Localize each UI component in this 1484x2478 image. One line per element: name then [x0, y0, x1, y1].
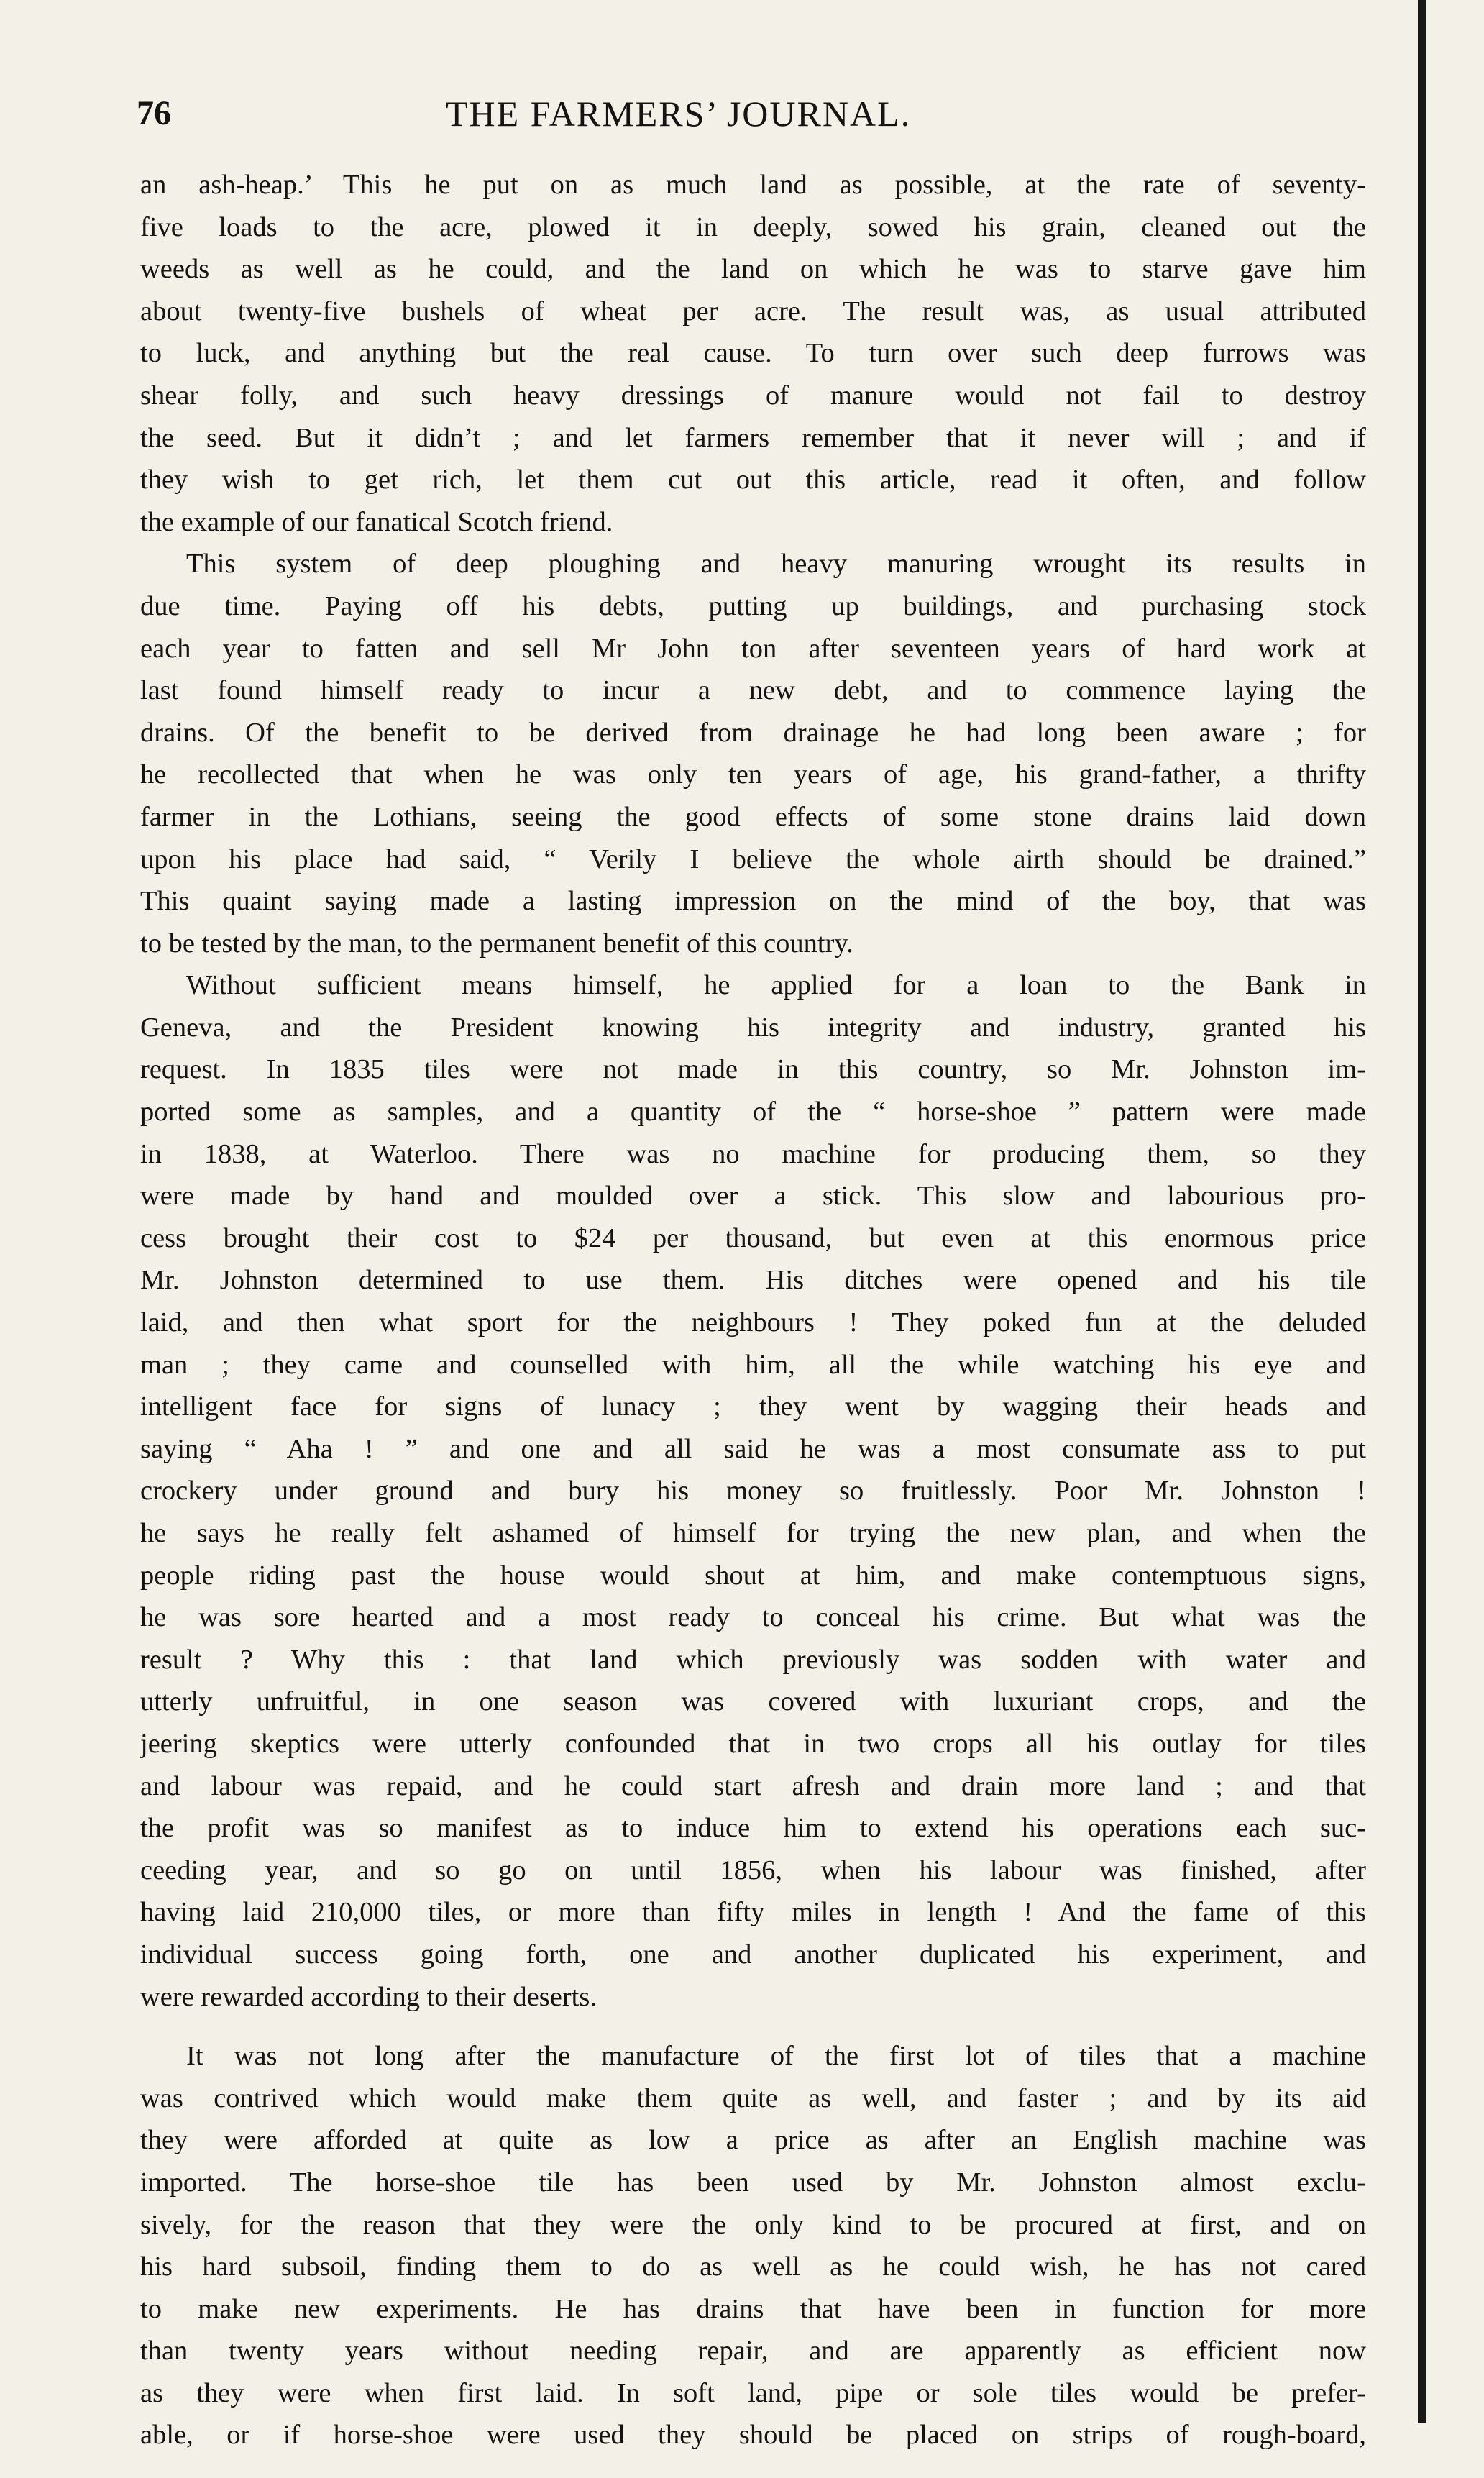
text-line: each year to fatten and sell Mr John ton after seventeen years of hard work at — [140, 633, 1366, 664]
text-line: jeering skeptics were utterly confounded that in two crops all his outlay for tiles — [140, 1728, 1366, 1759]
text-line: This quaint saying made a lasting impression on the mind of the boy, that was — [140, 886, 1366, 917]
text-line: the example of our fanatical Scotch friend. — [140, 506, 613, 537]
text-line: able, or if horse-shoe were used they should be placed on strips of rough-board, — [140, 2420, 1366, 2451]
running-head-title: THE FARMERS’ JOURNAL. — [446, 93, 912, 134]
text-line: was contrived which would make them quite as well, and faster ; and by its aid — [140, 2082, 1366, 2113]
text-line: This system of deep ploughing and heavy manuring wrought its results in — [186, 549, 1366, 580]
text-line: due time. Paying off his debts, putting up buildings, and purchasing stock — [140, 590, 1366, 621]
text-line: Geneva, and the President knowing his integrity and industry, granted his — [140, 1012, 1366, 1043]
text-line: they wish to get rich, let them cut out this article, read it often, and follow — [140, 465, 1366, 495]
text-line: crockery under ground and bury his money so fruitlessly. Poor Mr. Johnston ! — [140, 1476, 1366, 1507]
text-line: he was sore hearted and a most ready to conceal his crime. But what was the — [140, 1602, 1366, 1633]
article-text — [140, 164, 1366, 2456]
text-line: drains. Of the benefit to be derived from drainage he had long been aware ; for — [140, 717, 1366, 748]
text-line: weeds as well as he could, and the land on which he was to starve gave him — [140, 254, 1366, 285]
text-line: an ash-heap.’ This he put on as much land as possible, at the rate of seventy- — [140, 170, 1366, 200]
text-line: request. In 1835 tiles were not made in this country, so Mr. Johnston im- — [140, 1054, 1366, 1085]
text-line: his hard subsoil, finding them to do as well as he could wish, he has not cared — [140, 2251, 1366, 2282]
text-line: It was not long after the manufacture of the first lot of tiles that a machine — [186, 2041, 1366, 2072]
text-line: last found himself ready to incur a new debt, and to commence laying the — [140, 675, 1366, 706]
paragraph-gap — [140, 2018, 1366, 2035]
text-line: to luck, and anything but the real cause. To turn over such deep furrows was — [140, 338, 1366, 369]
text-line: imported. The horse-shoe tile has been used by Mr. Johnston almost exclu- — [140, 2167, 1366, 2198]
text-line: were made by hand and moulded over a stick. This slow and labourious pro- — [140, 1181, 1366, 1212]
text-line: Mr. Johnston determined to use them. His ditches were opened and his tile — [140, 1265, 1366, 1296]
text-line: individual success going forth, one and another duplicated his experiment, and — [140, 1939, 1366, 1970]
text-line: as they were when first laid. In soft land, pipe or sole tiles would be prefer- — [140, 2377, 1366, 2408]
text-line: in 1838, at Waterloo. There was no machine for producing them, so they — [140, 1138, 1366, 1169]
text-line: the profit was so manifest as to induce him to extend his operations each suc- — [140, 1813, 1366, 1844]
text-line: five loads to the acre, plowed it in deeply, sowed his grain, cleaned out the — [140, 211, 1366, 242]
text-line: having laid 210,000 tiles, or more than fifty miles in length ! And the fame of this — [140, 1897, 1366, 1928]
right-margin-rule — [1418, 0, 1426, 2423]
text-line: sively, for the reason that they were the only kind to be procured at first, and on — [140, 2209, 1366, 2240]
text-line: cess brought their cost to $24 per thousand, but even at this enormous price — [140, 1222, 1366, 1253]
text-line: he recollected that when he was only ten years of age, his grand-father, a thrifty — [140, 759, 1366, 790]
page-header — [137, 92, 1136, 142]
text-line: intelligent face for signs of lunacy ; they went by wagging their heads and — [140, 1391, 1366, 1422]
page-number: 76 — [137, 94, 171, 132]
text-line: to be tested by the man, to the permanent benefit of this country. — [140, 928, 853, 959]
text-line: ported some as samples, and a quantity of the “ horse-shoe ” pattern were made — [140, 1097, 1366, 1128]
text-line: farmer in the Lothians, seeing the good effects of some stone drains laid down — [140, 801, 1366, 832]
text-line: upon his place had said, “ Verily I believe the whole airth should be drained.” — [140, 843, 1366, 874]
text-line: he says he really felt ashamed of himself for trying the new plan, and when the — [140, 1518, 1366, 1548]
text-line: Without sufficient means himself, he applied for a loan to the Bank in — [186, 970, 1366, 1001]
text-line: result ? Why this : that land which previously was sodden with water and — [140, 1644, 1366, 1675]
text-line: man ; they came and counselled with him, all the while watching his eye and — [140, 1349, 1366, 1380]
text-line: utterly unfruitful, in one season was covered with luxuriant crops, and the — [140, 1686, 1366, 1717]
text-line: were rewarded according to their deserts. — [140, 1981, 597, 2012]
text-line: and labour was repaid, and he could start afresh and drain more land ; and that — [140, 1770, 1366, 1801]
text-line: people riding past the house would shout at him, and make contemptuous signs, — [140, 1560, 1366, 1591]
text-line: saying “ Aha ! ” and one and all said he was a most consumate ass to put — [140, 1433, 1366, 1464]
text-line: laid, and then what sport for the neighbours ! They poked fun at the deluded — [140, 1307, 1366, 1338]
text-line: shear folly, and such heavy dressings of manure would not fail to destroy — [140, 380, 1366, 411]
text-line: than twenty years without needing repair, and are apparently as efficient now — [140, 2336, 1366, 2367]
text-line: to make new experiments. He has drains that have been in function for more — [140, 2293, 1366, 2324]
text-line: the seed. But it didn’t ; and let farmers remember that it never will ; and if — [140, 422, 1366, 453]
text-line: ceeding year, and so go on until 1856, when his labour was finished, after — [140, 1855, 1366, 1885]
text-line: about twenty-five bushels of wheat per acre. The result was, as usual attributed — [140, 296, 1366, 326]
text-line: they were afforded at quite as low a price as after an English machine was — [140, 2125, 1366, 2156]
